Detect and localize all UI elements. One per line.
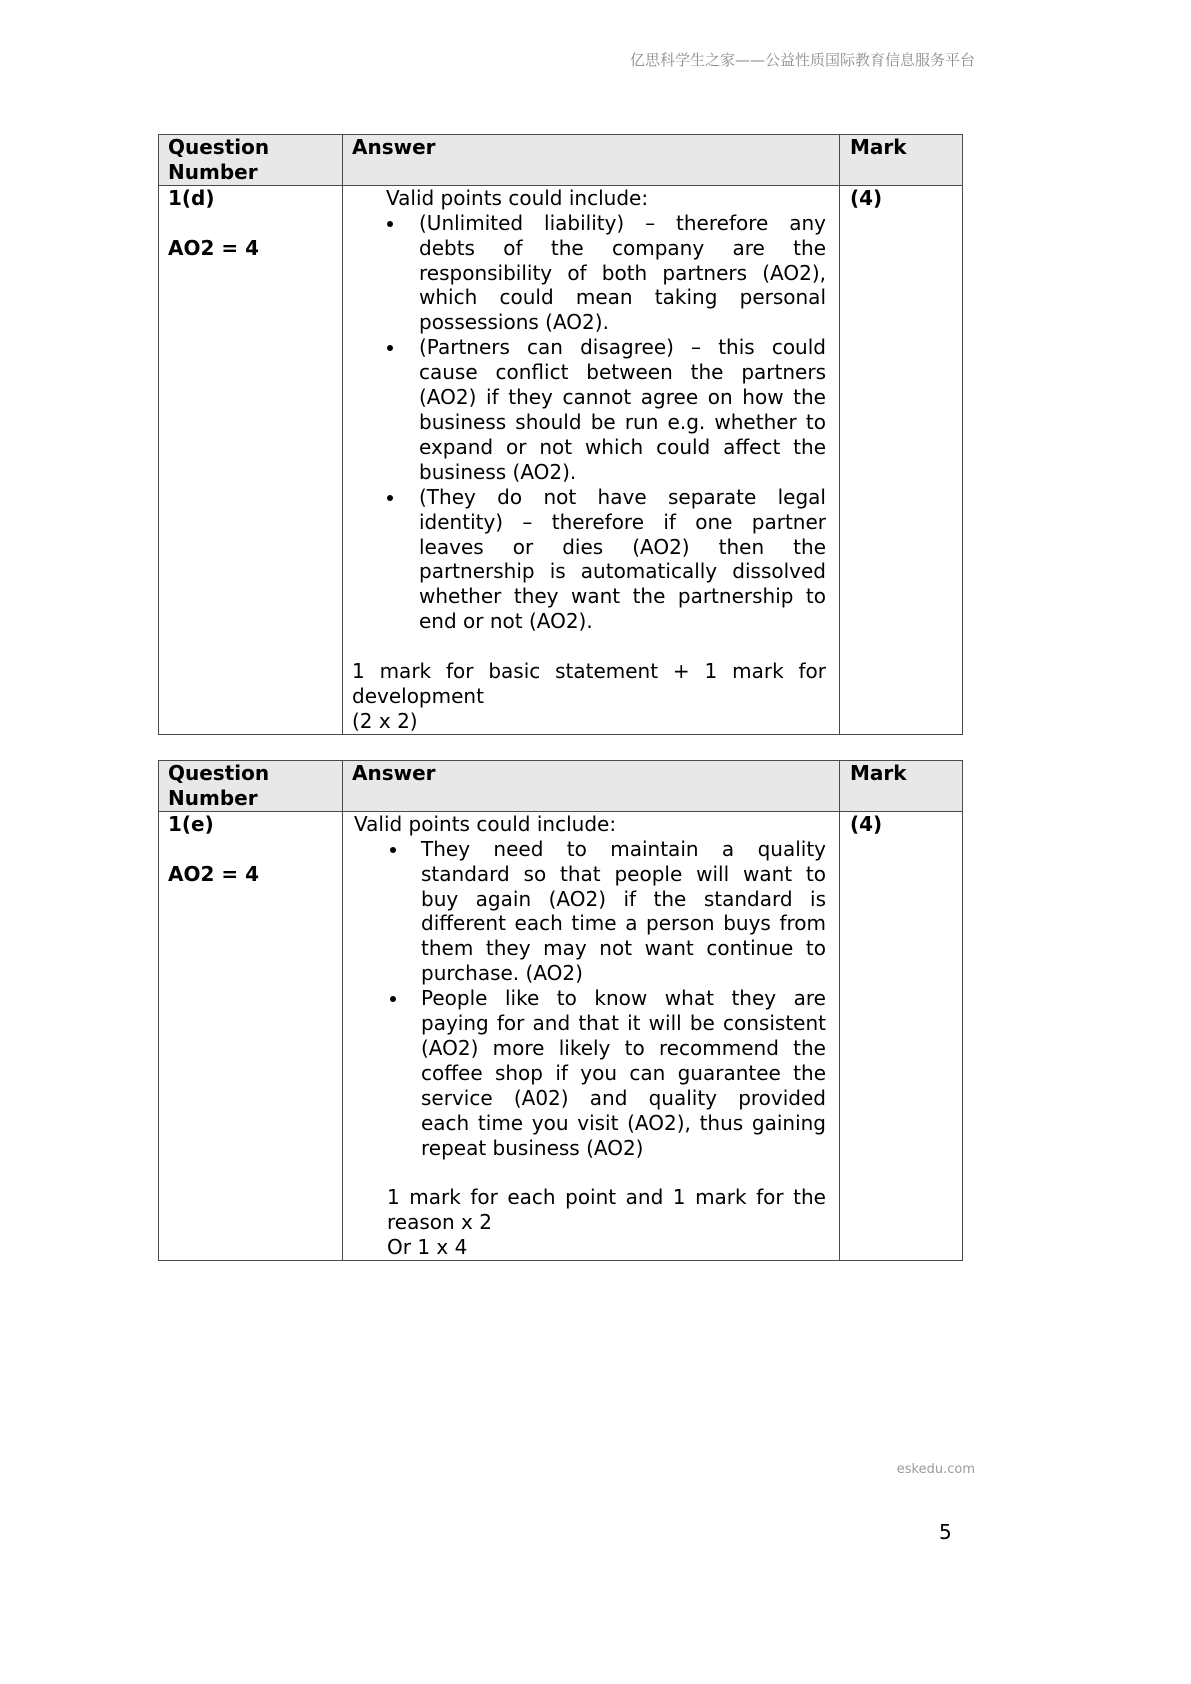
bullet-point	[343, 335, 826, 484]
mark-value: (4)	[850, 811, 883, 836]
marking-guidance	[352, 659, 826, 734]
bullet-line: They need to maintain a quality	[421, 836, 826, 861]
bullet-line: paying for and that it will be consistent	[421, 1011, 826, 1036]
bullet-point	[343, 485, 826, 634]
bullet-line: different each time a person buys from	[421, 911, 826, 936]
question-cell	[159, 185, 343, 734]
bullet-line: business (AO2).	[419, 459, 577, 484]
bullet-line: cause conflict between the partners	[419, 360, 826, 385]
bullet-line: repeat business (AO2)	[421, 1135, 644, 1160]
marking-guidance-line: Or 1 x 4	[387, 1235, 468, 1260]
bullet-line: (AO2) if they cannot agree on how the	[419, 385, 826, 410]
bullet-line: (Partners can disagree) – this could	[419, 335, 826, 360]
marking-guidance	[387, 1185, 826, 1260]
bullet-icon	[390, 996, 396, 1002]
marking-guidance-line: development	[352, 683, 484, 708]
mark-value: (4)	[850, 185, 883, 210]
answer-cell	[343, 185, 840, 734]
bullet-line: buy again (AO2) if the standard is	[421, 886, 826, 911]
mark-cell	[840, 811, 963, 1260]
bullet-line: them they may not want continue to	[421, 936, 826, 961]
mark-scheme-table	[158, 760, 963, 1261]
bullet-icon	[387, 345, 393, 351]
bullet-line: (Unlimited liability) – therefore any	[419, 210, 826, 235]
bullet-line: partnership is automatically dissolved	[419, 559, 826, 584]
question-cell	[159, 811, 343, 1260]
column-header-mark: Mark	[840, 761, 963, 812]
bullet-point	[343, 211, 826, 336]
answer-cell	[343, 811, 840, 1260]
table-body-row	[159, 811, 963, 1260]
marking-guidance-line: (2 x 2)	[352, 708, 418, 733]
assessment-objective: AO2 = 4	[168, 861, 259, 886]
watermark-text: eskedu.com	[896, 1462, 975, 1477]
column-header-answer: Answer	[343, 135, 840, 186]
marking-guidance-line: 1 mark for basic statement + 1 mark for	[352, 659, 826, 684]
bullet-icon	[387, 221, 393, 227]
assessment-objective: AO2 = 4	[168, 235, 259, 260]
answer-intro: Valid points could include:	[386, 185, 649, 210]
answer-intro: Valid points could include:	[354, 811, 617, 836]
bullet-line: leaves or dies (AO2) then the	[419, 534, 826, 559]
bullet-line: end or not (AO2).	[419, 609, 593, 634]
bullet-line: debts of the company are the	[419, 235, 826, 260]
bullet-line: standard so that people will want to	[421, 861, 826, 886]
page-number: 5	[939, 1520, 952, 1544]
column-header-question-number: Question Number	[159, 135, 343, 186]
question-number: 1(e)	[168, 811, 214, 836]
bullet-icon	[387, 495, 393, 501]
bullet-line: People like to know what they are	[421, 986, 826, 1011]
mark-cell	[840, 185, 963, 734]
marking-guidance-line: reason x 2	[387, 1210, 492, 1235]
table-header-row	[159, 761, 963, 812]
marking-guidance-line: 1 mark for each point and 1 mark for the	[387, 1185, 826, 1210]
bullet-point	[343, 837, 826, 986]
bullet-line: business should be run e.g. whether to	[419, 409, 826, 434]
bullet-line: expand or not which could affect the	[419, 434, 826, 459]
column-header-mark: Mark	[840, 135, 963, 186]
column-header-answer: Answer	[343, 761, 840, 812]
bullet-line: service (A02) and quality provided	[421, 1085, 826, 1110]
column-header-question-number: Question Number	[159, 761, 343, 812]
site-header-text: 亿思科学生之家——公益性质国际教育信息服务平台	[629, 51, 975, 69]
bullet-line: whether they want the partnership to	[419, 584, 826, 609]
bullet-line: identity) – therefore if one partner	[419, 509, 826, 534]
bullet-line: responsibility of both partners (AO2),	[419, 260, 826, 285]
bullet-point	[343, 986, 826, 1160]
bullet-icon	[390, 847, 396, 853]
bullet-line: coffee shop if you can guarantee the	[421, 1060, 826, 1085]
bullet-line: which could mean taking personal	[419, 285, 826, 310]
table-body-row	[159, 185, 963, 734]
question-number: 1(d)	[168, 185, 215, 210]
bullet-line: possessions (AO2).	[419, 310, 609, 335]
bullet-line: (AO2) more likely to recommend the	[421, 1035, 826, 1060]
table-header-row	[159, 135, 963, 186]
bullet-line: purchase. (AO2)	[421, 961, 583, 986]
mark-scheme-table	[158, 134, 963, 735]
bullet-line: (They do not have separate legal	[419, 484, 826, 509]
bullet-line: each time you visit (AO2), thus gaining	[421, 1110, 826, 1135]
